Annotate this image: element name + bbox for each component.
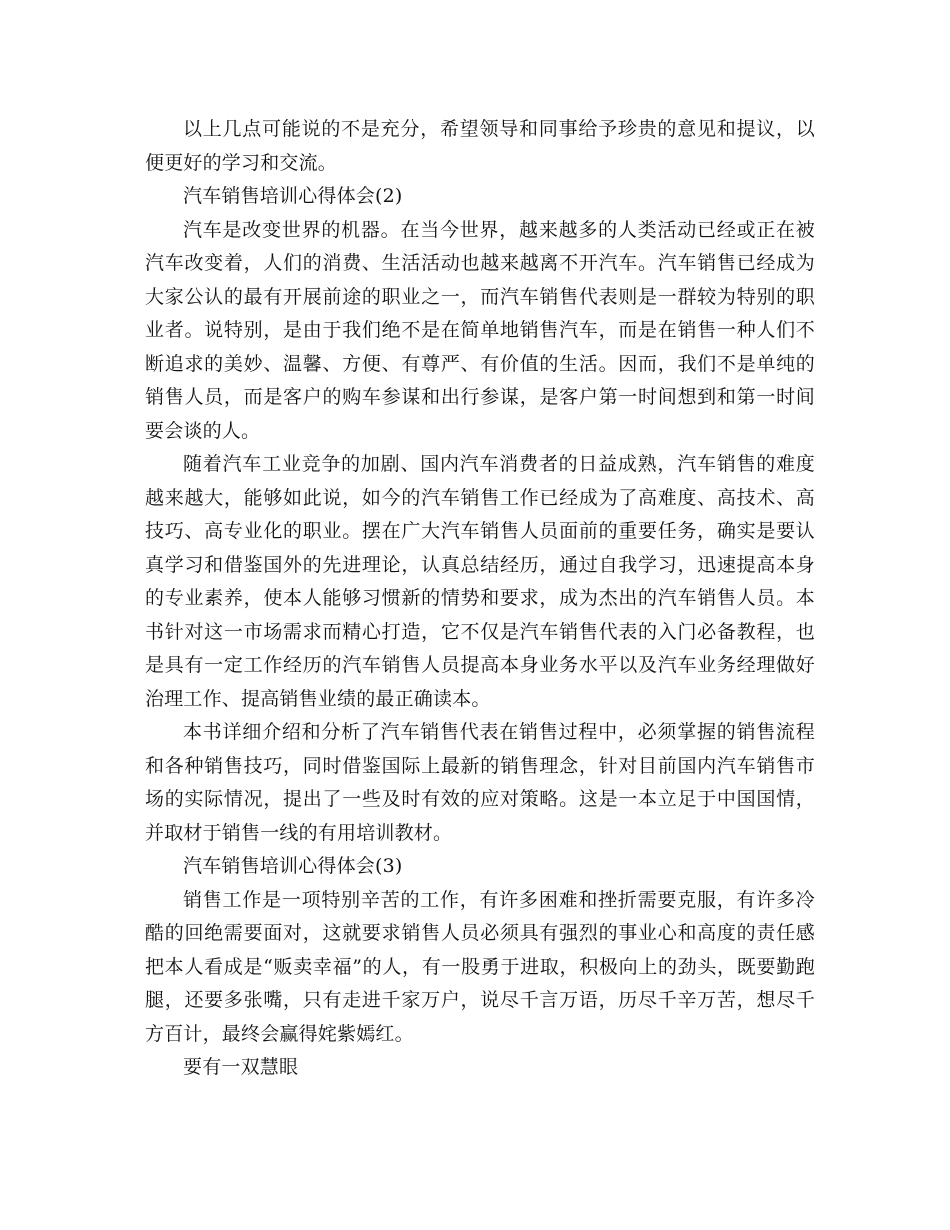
document-body bbox=[145, 113, 815, 1085]
paragraph-car-changes-world: 汽车是改变世界的机器。在当今世界，越来越多的人类活动已经或正在被汽车改变着，人们的消费、生活活动也越来越离不开汽车。汽车销售已经成为大家公认的最有开展前途的职业之一，而汽车销售代表则是一群较为特别的职业者。说特别，是由于我们绝不是在简单地销售汽车，而是在销售一种人们不断追求的美妙、温馨、方便、有尊严、有价值的生活。因而，我们不是单纯的销售人员，而是客户的购车参谋和出行参谋，是客户第一时间想到和第一时间要会谈的人。 bbox=[145, 218, 815, 442]
paragraph-closing-remarks: 以上几点可能说的不是充分，希望领导和同事给予珍贵的意见和提议，以便更好的学习和交流。 bbox=[145, 118, 815, 174]
section-heading-3: 汽车销售培训心得体会(3) bbox=[183, 855, 403, 877]
paragraph-sales-hardship: 销售工作是一项特别辛苦的工作，有许多困难和挫折需要克服，有许多冷酷的回绝需要面对，这就要求销售人员必须具有强烈的事业心和高度的责任感把本人看成是“贩卖幸福”的人，有一股勇于进取，积极向上的劲头，既要勤跑腿，还要多张嘴，只有走进千家万户，说尽千言万语，历尽千辛万苦，想尽千方百计，最终会赢得姹紫嫣红。 bbox=[145, 888, 815, 1045]
section-heading-2: 汽车销售培训心得体会(2) bbox=[183, 185, 403, 207]
paragraph-book-intro: 本书详细介绍和分析了汽车销售代表在销售过程中，必须掌握的销售流程和各种销售技巧，同时借鉴国际上最新的销售理念，针对目前国内汽车销售市场的实际情况，提出了一些及时有效的应对策略。这是一本立足于中国国情，并取材于销售一线的有用培训教材。 bbox=[145, 721, 815, 844]
paragraph-competition: 随着汽车工业竞争的加剧、国内汽车消费者的日益成熟，汽车销售的难度越来越大，能够如此说，如今的汽车销售工作已经成为了高难度、高技术、高技巧、高专业化的职业。摆在广大汽车销售人员面前的重要任务，确实是要认真学习和借鉴国外的先进理论，认真总结经历，通过自我学习，迅速提高本身的专业素养，使本人能够习惯新的情势和要求，成为杰出的汽车销售人员。本书针对这一市场需求而精心打造，它不仅是汽车销售代表的入门必备教程，也是具有一定工作经历的汽车销售人员提高本身业务水平以及汽车业务经理做好治理工作、提高销售业绩的最正确读本。 bbox=[145, 453, 815, 710]
subheading-keen-eye: 要有一双慧眼 bbox=[183, 1056, 299, 1078]
